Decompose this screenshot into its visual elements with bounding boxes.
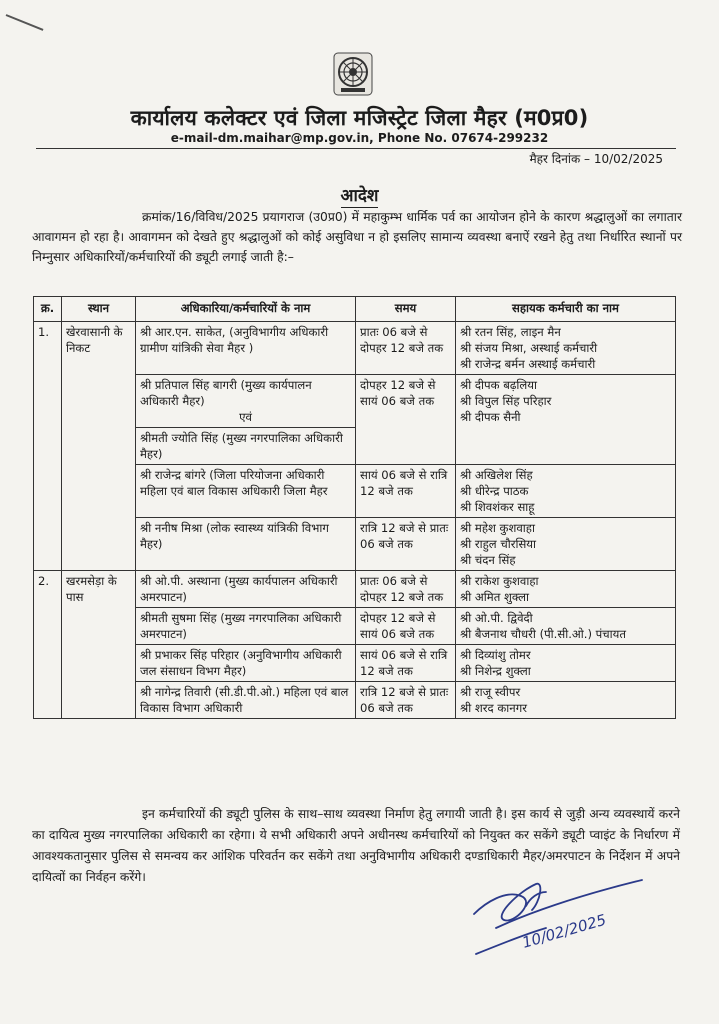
assistant-name: श्री दीपक सैनी — [460, 410, 521, 424]
officer-cell: श्री आर.एन. साकेत, (अनुविभागीय अधिकारी ग्रामीण यांत्रिकी सेवा मैहर ) — [136, 322, 356, 375]
assistant-name: श्री दिव्यांशु तोमर — [460, 648, 531, 662]
assistant-cell — [456, 375, 676, 465]
assistant-name: श्री निशेन्द्र शुक्ला — [460, 664, 531, 678]
office-title: कार्यालय कलेक्टर एवं जिला मजिस्ट्रेट जिला मैहर (म0प्र0) — [130, 106, 589, 130]
time-cell: प्रातः 06 बजे से दोपहर 12 बजे तक — [356, 571, 456, 608]
table-header-row — [34, 297, 676, 322]
assistant-name: श्री शिवशंकर साहू — [460, 500, 535, 514]
header-location: स्थान — [62, 297, 136, 322]
officer-name: श्रीमती ज्योति सिंह (मुख्य नगरपालिका अधिकारी मैहर) — [136, 427, 355, 462]
assistant-name: श्री शरद कानगर — [460, 701, 527, 715]
assistant-cell — [456, 571, 676, 608]
assistant-name: श्री रतन सिंह, लाइन मैन — [460, 325, 561, 339]
assistant-name: श्री संजय मिश्रा, अस्थाई कर्मचारी — [460, 341, 598, 355]
order-title: आदेश — [340, 186, 379, 206]
assistant-cell — [456, 608, 676, 645]
assistant-name: श्री राजेन्द्र बर्मन अस्थाई कर्मचारी — [460, 357, 596, 371]
header-divider — [36, 148, 676, 149]
officer-cell: श्री ननीष मिश्रा (लोक स्वास्थ्य यांत्रिकी विभाग मैहर) — [136, 518, 356, 571]
signature-icon — [466, 862, 646, 972]
officer-cell: श्री ओ.पी. अस्थाना (मुख्य कार्यपालन अधिकारी अमरपाटन) — [136, 571, 356, 608]
assistant-name: श्री महेश कुशवाहा — [460, 521, 535, 535]
header-assistants: सहायक कर्मचारी का नाम — [456, 297, 676, 322]
assistant-name: श्री अमित शुक्ला — [460, 590, 530, 604]
assistant-cell — [456, 465, 676, 518]
time-cell: दोपहर 12 बजे से सायं 06 बजे तक — [356, 375, 456, 465]
assistant-cell — [456, 682, 676, 719]
state-emblem-icon — [333, 52, 373, 96]
assistant-name: श्री चंदन सिंह — [460, 553, 516, 567]
time-cell: सायं 06 बजे से रात्रि 12 बजे तक — [356, 645, 456, 682]
order-intro: क्रमांक/16/विविध/2025 प्रयागराज (उ0प्र0) में महाकुम्भ धार्मिक पर्व का आयोजन होने के कारण श्रद्धालुओं का लगातार आवागमन हो रहा है। आवागमन को देखते हुए श्रद्धालुओं को कोई असुविधा न हो इसलिए सामान्य व्यवस्था बनाऐं रखने हेतु तथा निर्धारित स्थानों पर निम्नुसार अधिकारियों/कर्मचारियों की ड्यूटी लगाई जाती है:– — [32, 210, 682, 264]
header-officers: अधिकारिया/कर्मचारियों के नाम — [136, 297, 356, 322]
assistant-name: श्री दीपक बढ़लिया — [460, 378, 537, 392]
assistant-name: श्री राजू स्वीपर — [460, 685, 521, 699]
assistant-cell — [456, 645, 676, 682]
time-cell: रात्रि 12 बजे से प्रातः 06 बजे तक — [356, 682, 456, 719]
header-no: क्र. — [34, 297, 62, 322]
site-location: खरमसेड़ा के पास — [62, 571, 136, 719]
duty-table — [33, 296, 676, 719]
corner-mark — [6, 14, 44, 31]
assistant-cell — [456, 518, 676, 571]
officer-cell — [136, 375, 356, 465]
signature-date: 10/02/2025 — [520, 910, 609, 952]
officer-name: श्री प्रतिपाल सिंह बागरी (मुख्य कार्यपालन अधिकारी मैहर) — [140, 378, 312, 408]
officer-cell: श्री प्रभाकर सिंह परिहार (अनुविभागीय अधिकारी जल संसाधन विभग मैहर) — [136, 645, 356, 682]
contact-line: e-mail-dm.maihar@mp.gov.in, Phone No. 07674-299232 — [170, 131, 549, 145]
assistant-name: श्री अखिलेश सिंह — [460, 468, 533, 482]
time-cell: सायं 06 बजे से रात्रि 12 बजे तक — [356, 465, 456, 518]
officer-cell: श्री राजेन्द्र बांगरे (जिला परियोजना अधिकारी महिला एवं बाल विकास अधिकारी जिला मैहर — [136, 465, 356, 518]
closing-paragraph: इन कर्मचारियों की ड्यूटी पुलिस के साथ–साथ व्यवस्था निर्माण हेतु लगायी जाती है। इस कार्य से जुड़ी अन्य व्यवस्थायें करने का दायित्व मुख्य नगरपालिका अधिकारी का रहेगा। ये सभी अधिकारी अपने अधीनस्थ कर्मचारियों को नियुक्त कर सकेंगे ड्यूटी प्वाइंट के निर्धारण में आवश्यकतानुसार पुलिस से समन्वय कर आंशिक परिवर्तन कर सकेंगे तथा अनुविभागीय अधिकारी दण्डाधिकारी मैहर/अमरपाटन के निर्देशन में अपने दायित्वों का निर्वहन करेंगे। — [32, 807, 680, 884]
site-location: खेरवासानी के निकट — [62, 322, 136, 571]
table-row — [34, 322, 676, 375]
officer-joiner: एवं — [239, 410, 252, 424]
assistant-name: श्री राकेश कुशवाहा — [460, 574, 539, 588]
date-line: मैहर दिनांक – 10/02/2025 — [529, 152, 663, 166]
site-number: 1. — [34, 322, 62, 571]
officer-cell: श्री नागेन्द्र तिवारी (सी.डी.पी.ओ.) महिला एवं बाल विकास विभाग अधिकारी — [136, 682, 356, 719]
table-row — [34, 571, 676, 608]
assistant-name: श्री राहुल चौरसिया — [460, 537, 537, 551]
time-cell: रात्रि 12 बजे से प्रातः 06 बजे तक — [356, 518, 456, 571]
assistant-name: श्री ओ.पी. द्विवेदी — [460, 611, 533, 625]
assistant-cell — [456, 322, 676, 375]
time-cell: प्रातः 06 बजे से दोपहर 12 बजे तक — [356, 322, 456, 375]
officer-cell: श्रीमती सुषमा सिंह (मुख्य नगरपालिका अधिकारी अमरपाटन) — [136, 608, 356, 645]
assistant-name: श्री बैजनाथ चौधरी (पी.सी.ओ.) पंचायत — [460, 627, 626, 641]
assistant-name: श्री धीरेन्द्र पाठक — [460, 484, 529, 498]
assistant-name: श्री विपुल सिंह परिहार — [460, 394, 552, 408]
header-time: समय — [356, 297, 456, 322]
time-cell: दोपहर 12 बजे से सायं 06 बजे तक — [356, 608, 456, 645]
site-number: 2. — [34, 571, 62, 719]
